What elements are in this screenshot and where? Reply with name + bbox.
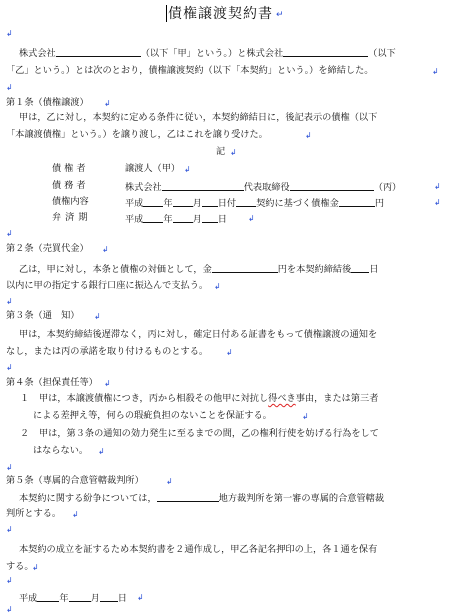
blank-date-month <box>69 591 91 602</box>
paragraph-mark: ↲ <box>72 510 79 519</box>
record-label-due: 弁済期 <box>52 212 92 223</box>
blank-debtor-name <box>290 180 374 191</box>
paragraph-mark: ↲ <box>6 363 13 372</box>
preamble-line-2: 「乙」という。）とは次のとおり，債権譲渡契約（以下「本契約」という。）を締結した。 <box>6 65 374 76</box>
blank-date-year <box>37 591 59 602</box>
document-title: 債権譲渡契約書 <box>168 6 273 22</box>
paragraph-mark: ↲ <box>137 593 144 602</box>
ki-heading: 記 <box>216 146 226 157</box>
paragraph-mark: ↲ <box>94 312 101 321</box>
closing-line-2: する。 <box>6 561 34 572</box>
blank-court <box>157 491 219 502</box>
article-2-line-2: 以内に甲の指定する銀行口座に振込んで支払う。 <box>6 280 209 291</box>
blank-price <box>212 262 278 273</box>
preamble-text-b: （以下「甲」という。）と株式会社 <box>140 48 284 59</box>
date-year: 年 <box>59 593 69 604</box>
blank-content-day <box>202 196 218 207</box>
blank-company-b <box>283 46 368 57</box>
article-4-heading: 第４条（担保責任等） <box>6 377 98 388</box>
blank-company-a <box>56 46 141 57</box>
paragraph-mark: ↲ <box>434 182 441 191</box>
closing-line-1: 本契約の成立を証するため本契約書を２通作成し，甲乙各記名押印の上，各１通を保有 <box>19 544 378 555</box>
paragraph-mark: ↲ <box>226 348 233 357</box>
article-5-line-2: 判所とする。 <box>6 508 62 519</box>
article-4-item-2-line-2: はならない。 <box>33 445 89 456</box>
blank-content-year <box>143 196 163 207</box>
article-5-text-b: 地方裁判所を第一審の専属的合意管轄裁 <box>218 493 385 504</box>
article-4-item-1-number: １ <box>20 393 30 404</box>
content-era: 平成 <box>125 198 144 209</box>
paragraph-mark: ↲ <box>6 229 13 238</box>
article-4-item-1-line-2: による差押え等，何らの瑕疵負担のないことを保証する。 <box>33 410 272 421</box>
return-mark: ↵ <box>276 10 284 20</box>
spelling-flag[interactable]: 得べき <box>268 393 296 404</box>
paragraph-mark: ↲ <box>248 214 255 223</box>
paragraph-mark: ↲ <box>432 67 439 76</box>
paragraph-mark: ↲ <box>104 99 111 108</box>
record-value-creditor: 譲渡人（甲） <box>125 163 181 174</box>
paragraph-mark: ↲ <box>6 83 13 92</box>
paragraph-mark: ↲ <box>230 148 237 157</box>
article-4-item-1-text-b: 事由，または第三者 <box>295 393 379 404</box>
paragraph-mark: ↲ <box>434 198 441 207</box>
article-2-text-a: 乙は，甲に対し，本条と債権の対価として，金 <box>19 264 212 275</box>
paragraph-mark: ↲ <box>166 477 173 486</box>
article-1-line-1: 甲は，乙に対し，本契約に定める条件に従い，本契約締結日に，後記表示の債権（以下 <box>19 112 378 123</box>
paragraph-mark: ↲ <box>6 29 13 38</box>
article-3-heading: 第３条（通 知） <box>6 310 80 321</box>
content-year: 年 <box>163 198 173 209</box>
due-day: 日 <box>217 214 227 225</box>
due-month: 月 <box>192 214 202 225</box>
paragraph-mark: ↲ <box>302 412 309 421</box>
blank-due-day <box>202 212 218 223</box>
blank-due-year <box>143 212 163 223</box>
signing-date <box>19 591 127 605</box>
article-5-text-a: 本契約に関する紛争については， <box>19 493 157 504</box>
record-label-debtor: 債務者 <box>52 180 89 191</box>
content-month: 月 <box>192 198 202 209</box>
article-4-item-1-text-a: 甲は，本譲渡債権につき，丙から相殺その他甲に対抗し <box>39 393 269 404</box>
paragraph-mark: ↲ <box>32 563 39 572</box>
preamble-text-c: （以下 <box>368 48 396 59</box>
blank-content-month <box>173 196 193 207</box>
date-day: 日 <box>117 593 127 604</box>
article-4-item-2-number: ２ <box>20 428 30 439</box>
paragraph-mark: ↲ <box>6 297 13 306</box>
paragraph-mark: ↲ <box>305 131 312 140</box>
article-2-text-b: 円を本契約締結後 <box>277 264 352 275</box>
preamble-text-a: 株式会社 <box>19 48 56 59</box>
article-1-line-2: 「本譲渡債権」という。）を譲り渡し，乙はこれを譲り受けた。 <box>6 129 268 140</box>
article-2-line-1 <box>19 262 378 276</box>
paragraph-mark: ↲ <box>98 447 105 456</box>
article-5-line-1 <box>19 491 384 505</box>
article-2-heading: 第２条（売買代金） <box>6 243 89 254</box>
article-4-item-1-line-1 <box>39 393 378 405</box>
content-amount-label: 契約に基づく債権金 <box>256 198 339 209</box>
paragraph-mark: ↲ <box>102 245 109 254</box>
preamble-line-1 <box>19 46 396 60</box>
paragraph-mark: ↲ <box>6 576 13 585</box>
article-3-line-2: なし，または丙の承諾を取り付けるものとする。 <box>6 346 209 357</box>
record-value-due <box>125 212 227 226</box>
blank-due-month <box>173 212 193 223</box>
record-label-creditor: 債権者 <box>52 163 89 174</box>
date-month: 月 <box>90 593 100 604</box>
blank-debtor-company <box>162 180 244 191</box>
debtor-representative: 代表取締役 <box>243 182 290 193</box>
content-day: 日付 <box>217 198 237 209</box>
date-era: 平成 <box>19 593 38 604</box>
text-cursor <box>166 5 167 22</box>
article-4-item-2-line-1: 甲は，第３条の通知の効力発生に至るまでの間，乙の権利行使を妨げる行為をして <box>39 428 379 439</box>
paragraph-mark: ↲ <box>6 605 13 614</box>
due-year: 年 <box>163 214 173 225</box>
article-2-text-c: 日 <box>369 264 379 275</box>
paragraph-mark: ↲ <box>6 525 13 534</box>
article-1-heading: 第１条（債権譲渡） <box>6 97 89 108</box>
debtor-suffix: （丙） <box>373 182 402 193</box>
content-yen: 円 <box>374 198 384 209</box>
paragraph-mark: ↲ <box>214 282 221 291</box>
paragraph-mark: ↲ <box>6 463 13 472</box>
record-value-debtor <box>125 180 401 194</box>
article-3-line-1: 甲は，本契約締結後遅滞なく，丙に対し，確定日付ある証書をもって債権譲渡の通知を <box>19 329 378 340</box>
record-label-content: 債権内容 <box>52 196 89 207</box>
blank-date-day <box>100 591 118 602</box>
paragraph-mark: ↲ <box>184 165 191 174</box>
due-era: 平成 <box>125 214 144 225</box>
article-5-heading: 第５条（専属的合意管轄裁判所） <box>6 475 144 486</box>
blank-content-amount <box>339 196 375 207</box>
record-value-content <box>125 196 384 210</box>
debtor-prefix: 株式会社 <box>125 182 162 193</box>
blank-days <box>351 262 369 273</box>
blank-content-contract <box>236 196 256 207</box>
paragraph-mark: ↲ <box>104 379 111 388</box>
